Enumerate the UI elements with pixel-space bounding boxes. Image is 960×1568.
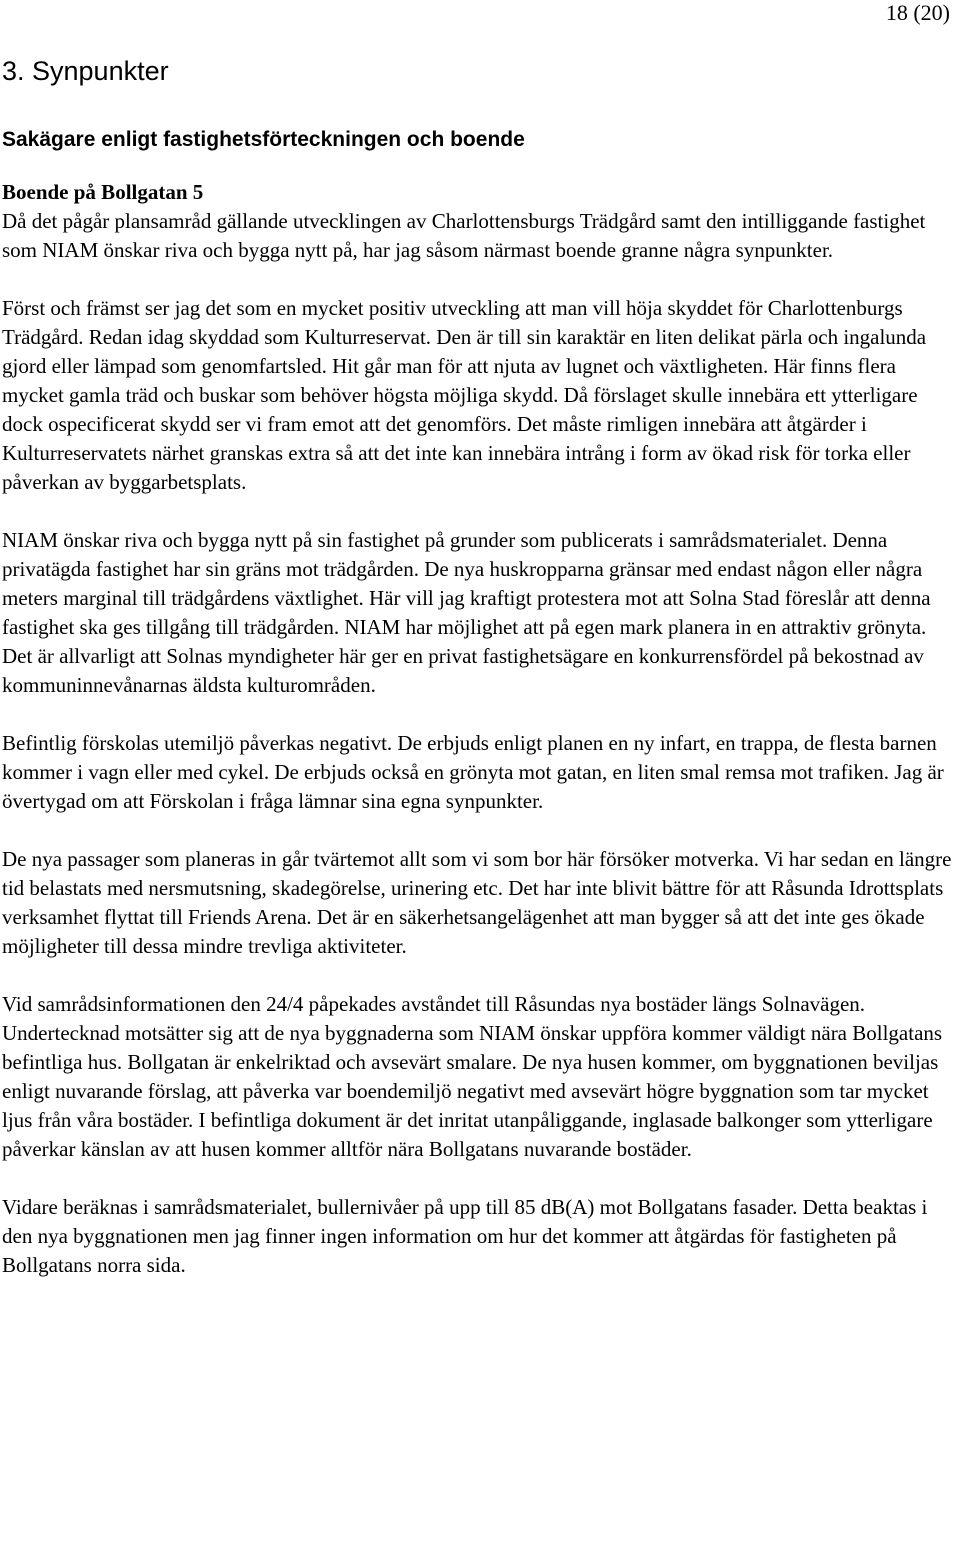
paragraph-samradsinformation: Vid samrådsinformationen den 24/4 påpekades avståndet till Råsundas nya bostäder längs Solnavägen. Undertecknad motsätter sig att de nya byggnaderna som NIAM önskar uppföra kommer väldigt nära Bollgatans befintliga hus. Bollgatan är enkelriktad och avsevärt smalare. De nya husen kommer, om byggnationen beviljas enligt nuvarande förslag, att påverka var boendemiljö negativt med avsevärt högre byggnation som tar mycket ljus från våra bostäder. I befintliga dokument är det inritat utanpåliggande, inglasade balkonger som ytterligare påverkar känslan av att husen kommer alltför nära Bollgatans nuvarande bostäder. — [2, 992, 943, 1161]
block-heading: Boende på Bollgatan 5 — [2, 180, 204, 204]
section-subheading: Sakägare enligt fastighetsförteckningen och boende — [2, 128, 525, 151]
paragraph-niam: NIAM önskar riva och bygga nytt på sin fastighet på grunder som publicerats i samrådsmaterialet. Denna privatägda fastighet har sin gräns mot trädgården. De nya huskropparna gränsar med endast någon eller några meters marginal till trädgårdens växtlighet. Här vill jag kraftigt protestera mot att Solna Stad föreslår att denna fastighet ska ges tillgång till trädgården. NIAM har möjlighet att på egen mark planera in en attraktiv grönyta. Det är allvarligt att Solnas myndigheter här ger en privat fastighetsägare en konkurrensfördel på bekostnad av kommuninnevånarnas äldsta kulturområden. — [2, 528, 931, 697]
page-number: 18 (20) — [885, 0, 950, 25]
paragraph-passager: De nya passager som planeras in går tvärtemot allt som vi som bor här försöker motverka. Vi har sedan en längre tid belastats med nersmutsning, skadegörelse, urinering etc. Det har inte blivit bättre för att Råsunda Idrottsplats verksamhet flyttat till Friends Arena. Det är en säkerhetsangelägenhet att man bygger så att det inte ges ökade möjligheter till dessa mindre trevliga aktiviteter. — [2, 847, 952, 958]
paragraph-intro: Då det pågår plansamråd gällande utvecklingen av Charlottensburgs Trädgård samt den intilliggande fastighet som NIAM önskar riva och bygga nytt på, har jag såsom närmast boende granne några synpunkter. — [2, 209, 926, 262]
paragraph-buller: Vidare beräknas i samrådsmaterialet, bullernivåer på upp till 85 dB(A) mot Bollgatans fasader. Detta beaktas i den nya byggnationen men jag finner ingen information om hur det kommer att åtgärdas för fastigheten på Bollgatans norra sida. — [2, 1195, 928, 1277]
document-body — [2, 54, 952, 1280]
paragraph-forskola: Befintlig förskolas utemiljö påverkas negativt. De erbjuds enligt planen en ny infart, en trappa, de flesta barnen kommer i vagn eller med cykel. De erbjuds också en grönyta mot gatan, en liten smal remsa mot trafiken. Jag är övertygad om att Förskolan i fråga lämnar sina egna synpunkter. — [2, 731, 944, 813]
paragraph-kulturreservat: Först och främst ser jag det som en mycket positiv utveckling att man vill höja skyddet för Charlottenburgs Trädgård. Redan idag skyddad som Kulturreservat. Den är till sin karaktär en liten delikat pärla och ingalunda gjord eller lämpad som genomfartsled. Hit går man för att njuta av lugnet och växtligheten. Här finns flera mycket gamla träd och buskar som behöver högsta möjliga skydd. Då förslaget skulle innebära ett ytterligare dock ospecificerat skydd ser vi fram emot att det genomförs. Det måste rimligen innebära att åtgärder i Kulturreservatets närhet granskas extra så att det inte kan innebära intrång i form av ökad risk för torka eller påverkan av byggarbetsplats. — [2, 296, 927, 494]
section-heading: 3. Synpunkter — [2, 56, 169, 86]
